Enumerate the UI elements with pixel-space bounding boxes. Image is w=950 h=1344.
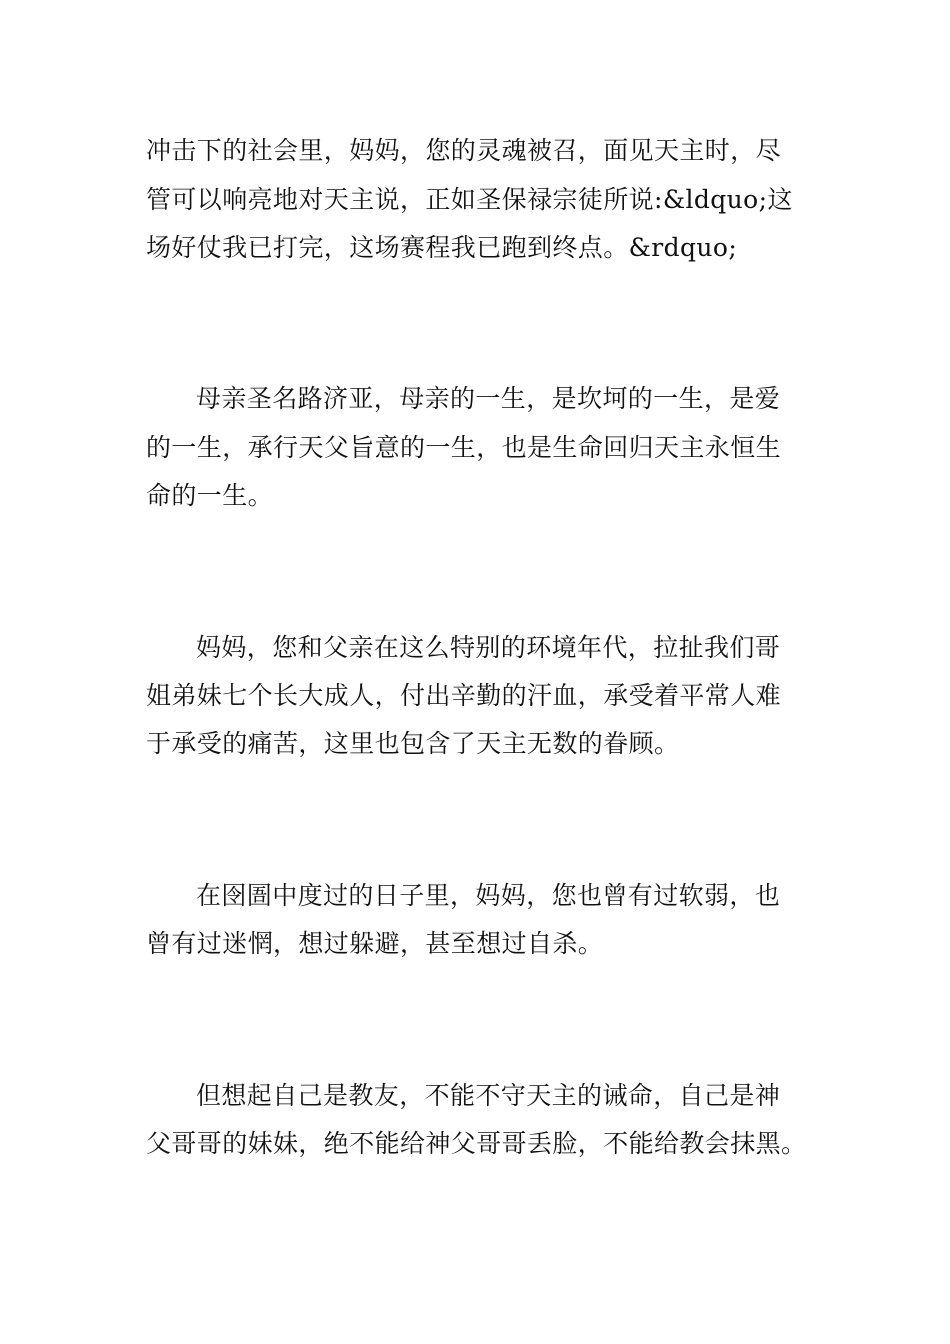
- paragraph-3-line-3: 于承受的痛苦，这里也包含了天主无数的眷顾。: [146, 729, 680, 758]
- paragraph-5-line-2: 父哥哥的妹妹，绝不能给神父哥哥丢脸，不能给教会抹黑。: [146, 1129, 807, 1158]
- paragraph-1-line-2: 管可以响亮地对天主说，正如圣保禄宗徒所说:&ldquo;这: [146, 185, 793, 214]
- paragraph-2-line-3: 命的一生。: [146, 481, 274, 510]
- paragraph-4-line-2: 曾有过迷惘，想过躲避，甚至想过自杀。: [146, 929, 604, 958]
- paragraph-1-line-3: 场好仗我已打完，这场赛程我已跑到终点。&rdquo;: [146, 233, 738, 262]
- paragraph-2-line-2: 的一生，承行天父旨意的一生，也是生命回归天主永恒生: [146, 433, 782, 462]
- paragraph-5-line-1: 但想起自己是教友，不能不守天主的诫命，自己是神: [196, 1081, 781, 1110]
- paragraph-3-line-2: 姐弟妹七个长大成人，付出辛勤的汗血，承受着平常人难: [146, 681, 782, 710]
- paragraph-3-line-1: 妈妈，您和父亲在这么特别的环境年代，拉扯我们哥: [196, 633, 781, 662]
- paragraph-1-line-1: 冲击下的社会里，妈妈，您的灵魂被召，面见天主时，尽: [146, 136, 782, 165]
- paragraph-2-line-1: 母亲圣名路济亚，母亲的一生，是坎坷的一生，是爱: [196, 384, 781, 413]
- paragraph-4-line-1: 在囹圄中度过的日子里，妈妈，您也曾有过软弱，也: [196, 881, 781, 910]
